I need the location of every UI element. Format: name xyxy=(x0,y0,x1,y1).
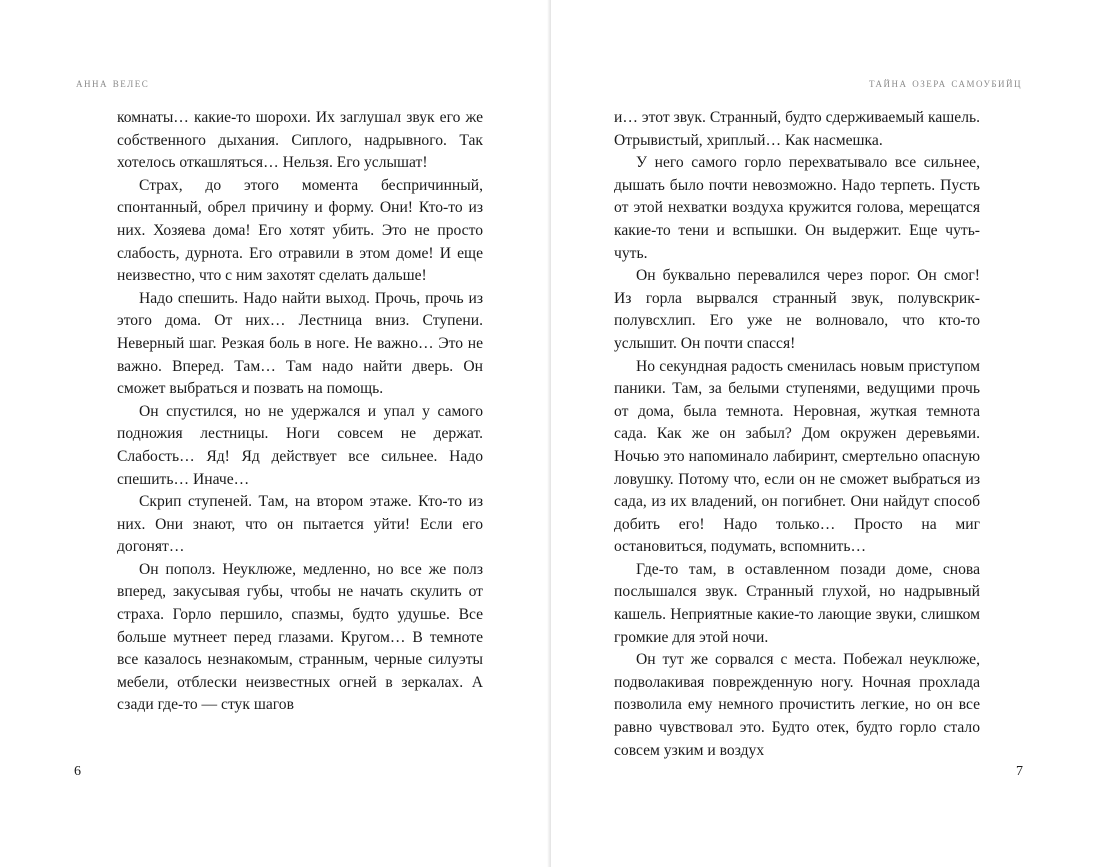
right-page-text xyxy=(614,107,980,762)
right-page xyxy=(551,0,1102,867)
paragraph: Он спустился, но не удержался и упал у самого подножия лестницы. Ноги совсем не держат. Слабость… Яд! Яд действует все сильнее. Надо спешить… Иначе… xyxy=(117,402,483,488)
running-head-title: тайна озера самоубийц xyxy=(869,75,1022,90)
left-page-text xyxy=(117,107,483,717)
paragraph: Где-то там, в оставленном позади доме, снова послышался звук. Странный глухой, но надрывный кашель. Неприятные какие-то лающие звуки, слишком громкие для этой ночи. xyxy=(614,560,980,646)
paragraph: и… этот звук. Странный, будто сдерживаемый кашель. Отрывистый, хриплый… Как насмешка. xyxy=(614,109,980,149)
paragraph: У него самого горло перехватывало все сильнее, дышать было почти невозможно. Надо терпеть. Пусть от этой нехватки воздуха кружится голова, мерещатся какие-то тени и вспышки. Он выдержит. Еще чуть-чуть. xyxy=(614,154,980,262)
paragraph: Он буквально перевалился через порог. Он смог! Из горла вырвался странный звук, полувскрик-полувсхлип. Его уже не волновало, что кто-то услышит. Он почти спасся! xyxy=(614,267,980,352)
page-number-right: 7 xyxy=(1016,764,1023,779)
paragraph: Надо спешить. Надо найти выход. Прочь, прочь из этого дома. От них… Лестница вниз. Ступени. Неверный шаг. Резкая боль в ноге. Не важно… Это не важно. Вперед. Там… Там надо найти дверь. Он сможет выбраться и позвать на помощь. xyxy=(117,289,483,398)
paragraph: Но секундная радость сменилась новым приступом паники. Там, за белыми ступенями, ведущими прочь от дома, была темнота. Неровная, жуткая темнота сада. Как же он забыл? Дом окружен деревьями. Ночью это напоминало лабиринт, смертельно опасную ловушку. Потому что, если он не сможет выбраться из сада, из их владений, он погибнет. Они найдут способ добить его! Надо только… Просто на миг остановиться, подумать, вспомнить… xyxy=(614,357,980,556)
paragraph: Скрип ступеней. Там, на втором этаже. Кто-то из них. Они знают, что он пытается уйти! Если его догонят… xyxy=(117,493,483,556)
paragraph: Он тут же сорвался с места. Побежал неуклюже, подволакивая поврежденную ногу. Ночная прохлада позволила ему немного прочистить легкие, но он все равно чувствовал это. Будто отек, будто горло стало совсем узким и воздух xyxy=(614,651,980,759)
paragraph: Он пополз. Неуклюже, медленно, но все же полз вперед, закусывая губы, чтобы не начать скулить от страха. Горло першило, спазмы, будто удушье. Все больше мутнеет перед глазами. Кругом… В темноте все казалось незнакомым, странным, черные силуэты мебели, отблески неизвестных огней в зеркалах. А сзади где-то — стук шагов xyxy=(117,560,483,714)
running-head-author: анна велес xyxy=(76,75,150,90)
paragraph: комнаты… какие-то шорохи. Их заглушал звук его же собственного дыхания. Сиплого, надрывного. Так хотелось откашляться… Нельзя. Его услышат! xyxy=(117,109,483,172)
page-number-left: 6 xyxy=(74,764,81,779)
left-page xyxy=(0,0,549,867)
paragraph: Страх, до этого момента беспричинный, спонтанный, обрел причину и форму. Они! Кто-то из них. Хозяева дома! Его хотят убить. Это не просто слабость, дурнота. Его отравили в этом доме! И еще неизвестно, что с ним захотят сделать дальше! xyxy=(117,176,483,285)
